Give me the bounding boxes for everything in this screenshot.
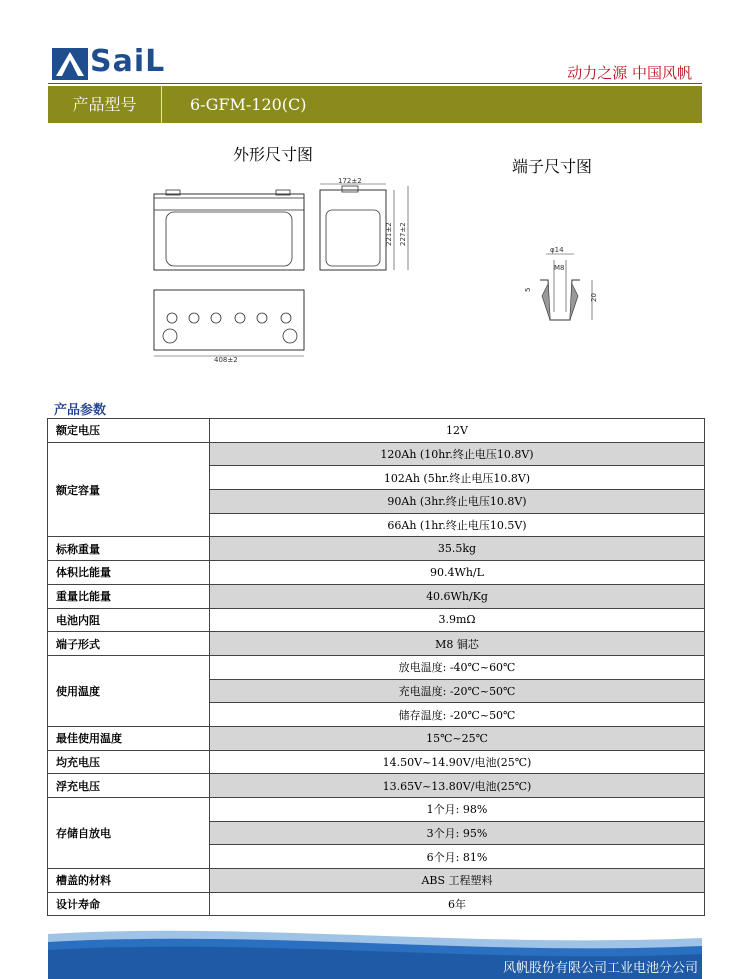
param-label: 额定容量	[48, 442, 210, 537]
param-row	[48, 726, 705, 750]
param-value: 6年	[210, 892, 705, 916]
param-label: 体积比能量	[48, 561, 210, 585]
param-row	[48, 892, 705, 916]
height-dimension-2: 227±2	[399, 222, 407, 246]
param-row	[48, 442, 705, 466]
height-dimension-1: 221±2	[385, 222, 393, 246]
param-value: 6个月: 81%	[210, 845, 705, 869]
param-value: 放电温度: -40℃~60℃	[210, 655, 705, 679]
param-value: 13.65V~13.80V/电池(25℃)	[210, 774, 705, 798]
param-label: 重量比能量	[48, 584, 210, 608]
model-number: 6-GFM-120(C)	[190, 95, 307, 114]
terminal-drawing	[520, 240, 610, 330]
param-value: 90.4Wh/L	[210, 561, 705, 585]
terminal-diameter: φ14	[550, 246, 564, 254]
param-value: 15℃~25℃	[210, 726, 705, 750]
terminal-height: 20	[590, 293, 598, 302]
product-label: 产品型号	[48, 86, 162, 123]
param-row	[48, 419, 705, 443]
param-label: 设计寿命	[48, 892, 210, 916]
param-row	[48, 632, 705, 656]
param-value: 66Ah (1hr.终止电压10.5V)	[210, 513, 705, 537]
param-row	[48, 869, 705, 893]
param-value: 3.9mΩ	[210, 608, 705, 632]
length-dimension: 408±2	[214, 356, 238, 364]
param-row	[48, 537, 705, 561]
param-value: 102Ah (5hr.终止电压10.8V)	[210, 466, 705, 490]
brand-name: SaiL	[90, 44, 166, 79]
header-rule	[48, 83, 702, 84]
param-value: ABS 工程塑料	[210, 869, 705, 893]
param-row	[48, 561, 705, 585]
param-row	[48, 774, 705, 798]
param-value: 40.6Wh/Kg	[210, 584, 705, 608]
terminal-depth: 5	[524, 287, 532, 292]
terminal-drawing-title: 端子尺寸图	[512, 157, 593, 176]
battery-side-view	[316, 176, 420, 276]
param-value: 14.50V~14.90V/电池(25℃)	[210, 750, 705, 774]
param-value: 充电温度: -20℃~50℃	[210, 679, 705, 703]
param-label: 使用温度	[48, 655, 210, 726]
param-value: 储存温度: -20℃~50℃	[210, 703, 705, 727]
params-table	[47, 418, 705, 916]
param-label: 槽盖的材料	[48, 869, 210, 893]
param-row	[48, 584, 705, 608]
width-dimension: 172±2	[338, 177, 362, 185]
param-row	[48, 655, 705, 679]
param-value: 1个月: 98%	[210, 798, 705, 822]
battery-front-view	[150, 188, 310, 274]
param-value: 90Ah (3hr.终止电压10.8V)	[210, 490, 705, 514]
param-value: 12V	[210, 419, 705, 443]
param-label: 存储自放电	[48, 798, 210, 869]
param-row	[48, 750, 705, 774]
slogan: 动力之源 中国风帆	[567, 64, 692, 82]
param-label: 额定电压	[48, 419, 210, 443]
param-label: 端子形式	[48, 632, 210, 656]
param-row	[48, 798, 705, 822]
param-value: 120Ah (10hr.终止电压10.8V)	[210, 442, 705, 466]
params-title: 产品参数	[54, 403, 107, 418]
param-value: 35.5kg	[210, 537, 705, 561]
sail-logo-icon	[52, 48, 88, 80]
company-name: 风帆股份有限公司工业电池分公司	[502, 961, 698, 976]
param-label: 浮充电压	[48, 774, 210, 798]
param-label: 均充电压	[48, 750, 210, 774]
battery-top-view	[150, 286, 310, 364]
param-value: 3个月: 95%	[210, 821, 705, 845]
param-label: 标称重量	[48, 537, 210, 561]
param-label: 电池内阻	[48, 608, 210, 632]
param-value: M8 铜芯	[210, 632, 705, 656]
terminal-thread: M8	[554, 264, 565, 272]
param-row	[48, 608, 705, 632]
outline-drawing-title: 外形尺寸图	[233, 145, 314, 164]
param-label: 最佳使用温度	[48, 726, 210, 750]
